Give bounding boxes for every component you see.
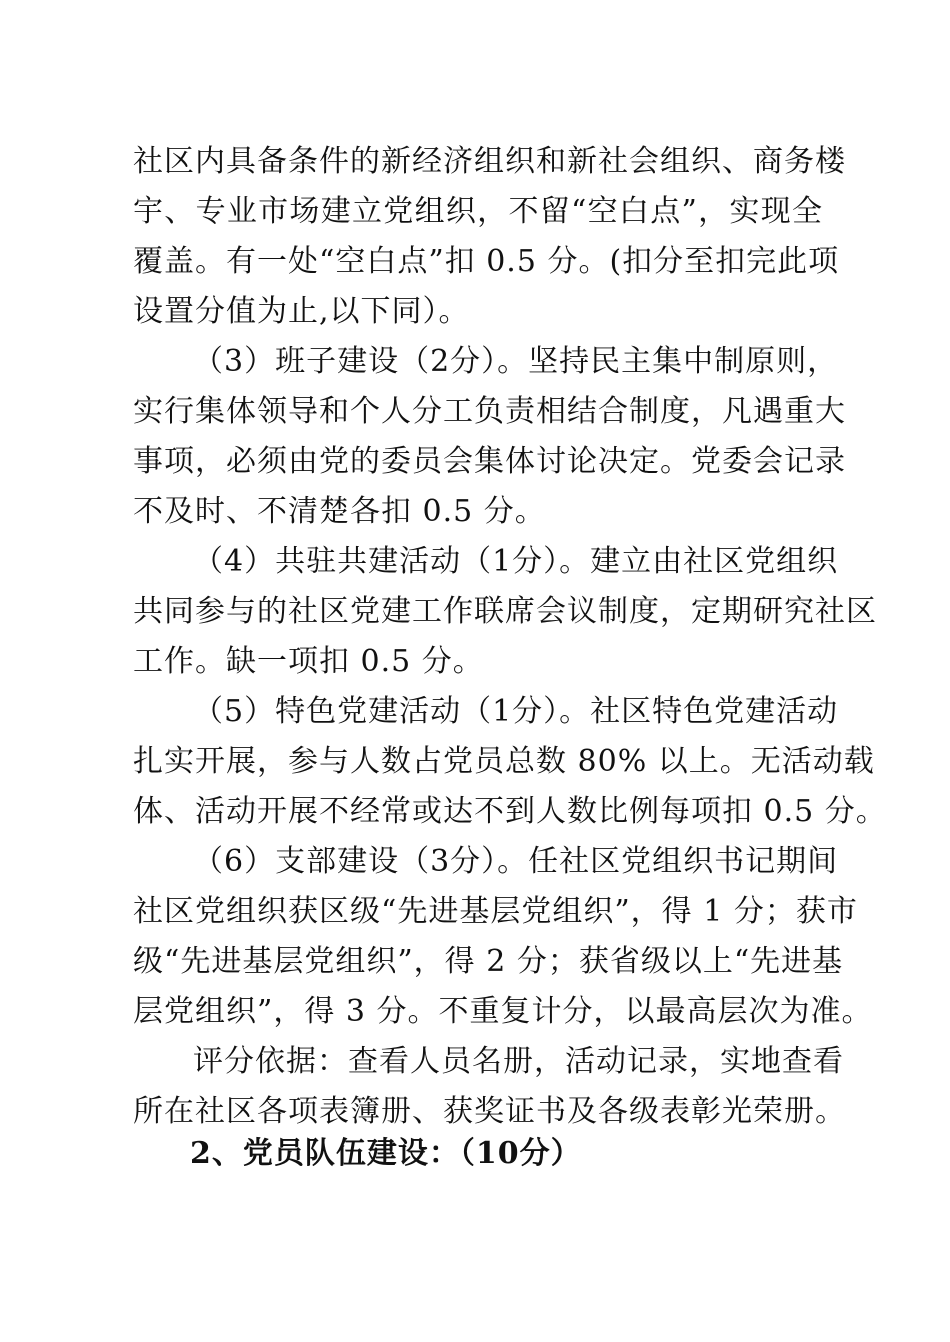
text-line: 扎实开展，参与人数占党员总数 80% 以上。无活动载 xyxy=(133,744,875,779)
text-line: 实行集体领导和个人分工负责相结合制度，凡遇重大 xyxy=(133,394,846,429)
text-line: 不及时、不清楚各扣 0.5 分。 xyxy=(133,494,546,529)
text-line: 工作。缺一项扣 0.5 分。 xyxy=(133,644,484,679)
paragraph-first-line: （3）班子建设（2分）。坚持民主集中制原则， xyxy=(193,344,839,379)
text-line: 设置分值为止,以下同）。 xyxy=(133,294,470,329)
text-line: 社区内具备条件的新经济组织和新社会组织、商务楼 xyxy=(133,144,846,179)
text-line: 事项，必须由党的委员会集体讨论决定。党委会记录 xyxy=(133,444,846,479)
paragraph-first-line: （6）支部建设（3分）。任社区党组织书记期间 xyxy=(193,844,839,879)
section-heading: 2、党员队伍建设：（10分） xyxy=(190,1136,582,1171)
paragraph-first-line: （4）共驻共建活动（1分）。建立由社区党组织 xyxy=(193,544,839,579)
text-line: 体、活动开展不经常或达不到人数比例每项扣 0.5 分。 xyxy=(133,794,887,829)
text-line: 社区党组织获区级“先进基层党组织”，得 1 分；获市 xyxy=(133,894,858,929)
paragraph-first-line: 评分依据：查看人员名册，活动记录，实地查看 xyxy=(193,1044,844,1079)
paragraph-first-line: （5）特色党建活动（1分）。社区特色党建活动 xyxy=(193,694,839,729)
text-line: 覆盖。有一处“空白点”扣 0.5 分。(扣分至扣完此项 xyxy=(133,244,840,279)
text-line: 级“先进基层党组织”，得 2 分；获省级以上“先进基 xyxy=(133,944,844,979)
text-line: 宇、专业市场建立党组织，不留“空白点”，实现全 xyxy=(133,194,823,229)
text-line: 共同参与的社区党建工作联席会议制度，定期研究社区 xyxy=(133,594,877,629)
text-line: 层党组织”，得 3 分。不重复计分，以最高层次为准。 xyxy=(133,994,873,1029)
text-line: 所在社区各项表簿册、获奖证书及各级表彰光荣册。 xyxy=(133,1094,846,1129)
